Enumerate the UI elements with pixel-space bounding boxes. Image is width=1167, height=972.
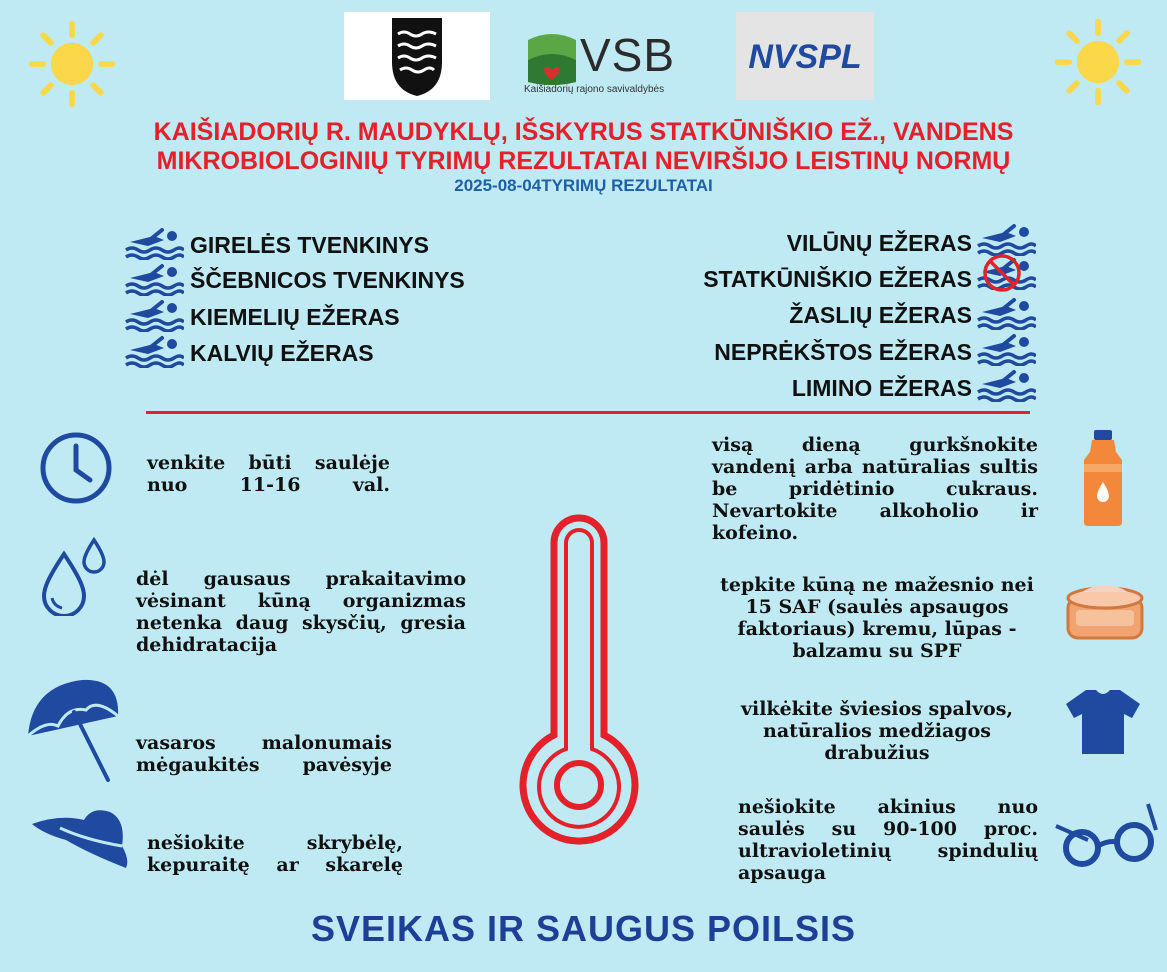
swimmer-icon [124, 334, 184, 368]
coat-of-arms-logo [344, 12, 490, 100]
swimmer-icon [124, 226, 184, 260]
vsb-logo-subtitle: Kaišiadorių rajono savivaldybės [524, 84, 665, 95]
lake-item: LIMINO EŽERAS [791, 375, 972, 401]
nvspl-logo-text: NVSPL [748, 38, 862, 76]
tip-text: visą dieną gurkšnokite vandenį arba natūralias sultis be pridėtinio cukraus. Nevartokite alkoholio ir kofeino. [712, 434, 1038, 544]
swimmer-icon [976, 332, 1036, 366]
results-date: 2025-08-04TYRIMŲ REZULTATAI [454, 176, 713, 195]
clock-icon [38, 430, 114, 506]
nvspl-logo [736, 12, 874, 100]
sunglasses-icon [1052, 800, 1162, 868]
section-divider [146, 411, 1030, 414]
lake-item: ŽASLIŲ EŽERAS [789, 302, 972, 328]
sun-icon [24, 16, 120, 112]
vsb-leaf-icon [524, 30, 580, 90]
sun-icon [1050, 14, 1146, 110]
tip-text: venkite būti saulėje nuo 11-16 val. [147, 452, 390, 496]
coat-of-arms-icon [344, 12, 490, 100]
tip-text: vasaros malonumais mėgaukitės pavėsyje [136, 732, 392, 776]
lake-item: ŠČEBNICOS TVENKINYS [190, 267, 465, 293]
vsb-logo-text: VSB [580, 29, 676, 81]
swimmer-icon [124, 262, 184, 296]
tshirt-icon [1064, 686, 1142, 756]
swimmer-icon [976, 296, 1036, 330]
tip-text: dėl gausaus prakaitavimo vėsinant kūną organizmas netenka daug skysčių, gresia dehidratacija [136, 568, 466, 656]
lake-item: KIEMELIŲ EŽERAS [190, 304, 400, 330]
swimmer-icon [124, 298, 184, 332]
swimmer-icon [976, 222, 1036, 256]
tip-text: tepkite kūną ne mažesnio nei 15 SAF (saulės apsaugos faktoriaus) kremu, lūpas - balzamu su SPF [720, 574, 1034, 662]
umbrella-icon [22, 676, 122, 786]
lake-item: NEPRĖKŠTOS EŽERAS [714, 339, 972, 365]
tip-text: nešiokite skrybėlę, kepuraitę ar skarelę [147, 832, 403, 876]
footer-slogan: SVEIKAS IR SAUGUS POILSIS [310, 908, 857, 949]
thermometer-icon [514, 503, 644, 851]
water-bottle-icon [1076, 428, 1130, 528]
tip-text: vilkėkite šviesios spalvos, natūralios medžiagos drabužius [740, 698, 1014, 764]
swimmer-icon [976, 368, 1036, 402]
lake-item: KALVIŲ EŽERAS [190, 340, 374, 366]
lake-item: GIRELĖS TVENKINYS [190, 232, 429, 258]
headline-line-1: KAIŠIADORIŲ R. MAUDYKLŲ, IŠSKYRUS STATKŪNIŠKIO EŽ., VANDENS [153, 118, 1014, 146]
water-drops-icon [38, 536, 110, 616]
no-swimming-icon [976, 252, 1036, 294]
headline-line-2: MIKROBIOLOGINIŲ TYRIMŲ REZULTATAI NEVIRŠIJO LEISTINŲ NORMŲ [156, 147, 1011, 175]
vsb-logo [520, 12, 700, 100]
tip-text: nešiokite akinius nuo saulės su 90-100 proc. ultravioletinių spindulių apsauga [738, 796, 1038, 884]
cream-jar-icon [1062, 578, 1148, 642]
lake-item: STATKŪNIŠKIO EŽERAS [703, 266, 972, 292]
lake-item: VILŪNŲ EŽERAS [786, 230, 972, 256]
hat-icon [30, 806, 134, 872]
